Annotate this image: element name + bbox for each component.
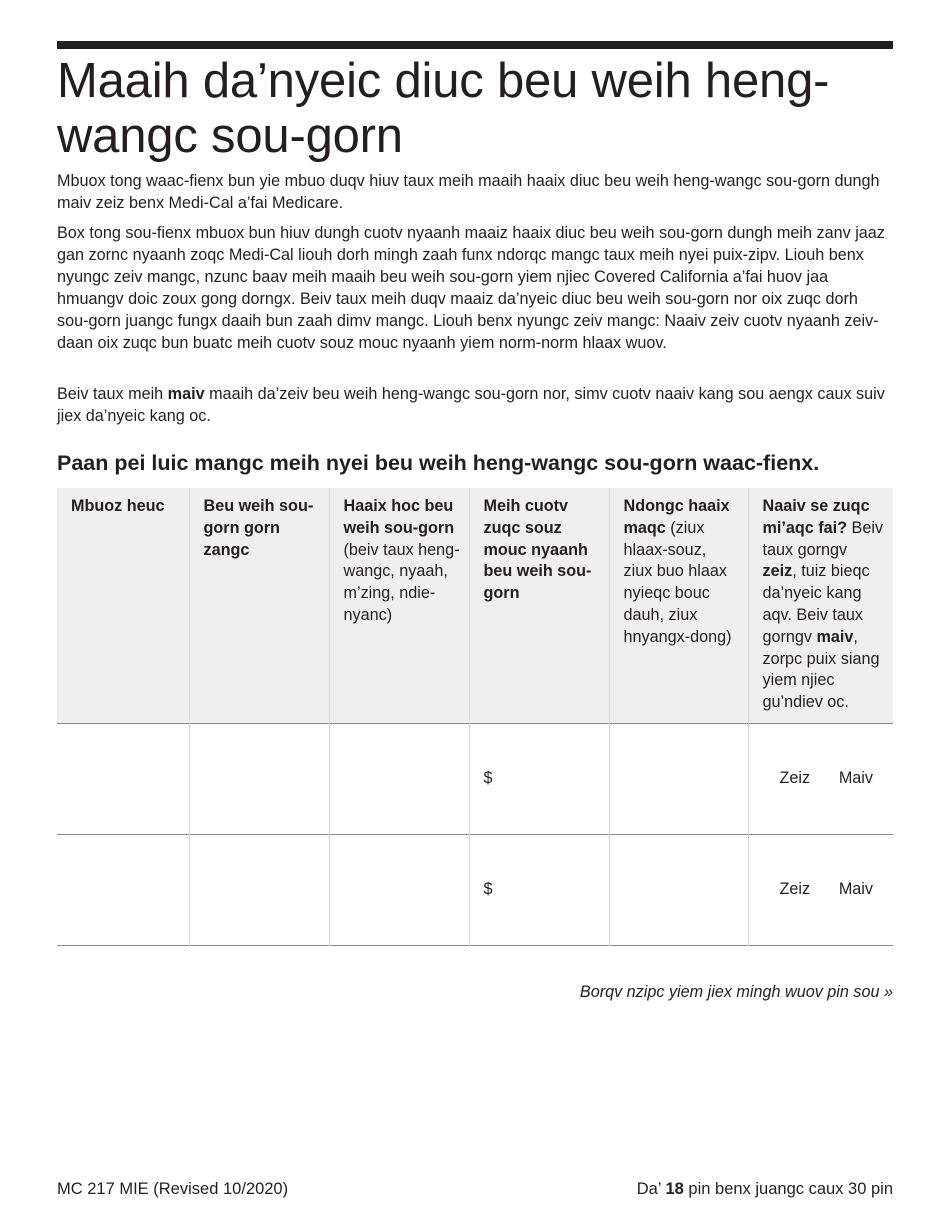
intro-paragraph: Mbuox tong waac-fienx bun yie mbuo duqv hiuv taux meih maaih haaix diuc beu weih heng-wangc sou-gorn dungh maiv zeiz benx Medi-Cal a’fai Medicare. [57,172,880,212]
coverage-type-cell[interactable] [329,834,469,945]
form-id: MC 217 MIE (Revised 10/2020) [57,1180,289,1198]
table-row [57,723,893,834]
page-number: 18 [665,1180,684,1198]
column-header-frequency: Ndongc haaix maqc (ziux hlaax-souz, ziux buo hlaax nyieqc bouc dauh, ziux hnyangx-dong) [609,488,748,723]
column-header-cancelled: Naaiv se zuqc mi’aqc fai? Beiv taux gorngv zeiz, tuiz bieqc da’nyeic kang aqv. Beiv taux gorngv maiv, zorpc puix siang yiem njiec gu’ndiev oc. [748,488,893,723]
frequency-cell[interactable] [609,834,748,945]
skip-instruction-paragraph: Beiv taux meih maiv maaih da’zeiv beu weih heng-wangc sou-gorn nor, simv cuotv naaiv kang sou aengx caux suiv jiex da’nyeic kang oc. [57,385,885,425]
page-title: Maaih da’nyeic diuc beu weih heng-wangc sou-gorn [57,54,830,163]
column-header-name: Mbuoz heuc [57,488,189,723]
column-header-policy-number: Beu weih sou-gorn gorn zangc [189,488,329,723]
name-cell[interactable] [57,834,189,945]
no-option[interactable]: Maiv [838,880,873,898]
currency-symbol: $ [483,880,493,898]
name-cell[interactable] [57,723,189,834]
coverage-type-cell[interactable] [329,723,469,834]
frequency-cell[interactable] [609,723,748,834]
policy-number-cell[interactable] [189,834,329,945]
table-row [57,834,893,945]
cancelled-cell [748,834,893,945]
currency-symbol: $ [483,769,493,787]
yes-option[interactable]: Zeiz [779,769,811,787]
page-number-text: Da’ 18 pin benx juangc caux 30 pin [636,1180,893,1198]
details-paragraph: Box tong sou-fienx mbuox bun hiuv dungh cuotv nyaanh maaiz haaix diuc beu weih sou-gorn dungh meih zanv jaaz gan zornc nyaanh zoqc Medi-Cal liouh dorh mingh zaah funx ndorqc mangc taux meih nyei puix-zipv. Liouh benx nyungc zeiv mangc, nzunc baav meih maaih beu weih sou-gorn yiem njiec Covered California a’fai huov jaa hmuangv doic zoux gong dorngx. Beiv taux meih duqv maaiz da’nyeic diuc beu weih sou-gorn nor oix zuqc dorh sou-gorn juangc fungx daaih bun zaah dimv mangc. Liouh benx nyungc zeiv mangc: Naaiv zeiv cuotv nyaanh zeiv-daan oix zuqc bun buatc meih cuotv souz mouc nyaanh yiem norm-norm hlaax wuov. [57,224,885,352]
table-header-row [57,488,893,723]
premium-cell[interactable] [469,834,609,945]
section-heading: Paan pei luic mangc meih nyei beu weih heng-wangc sou-gorn waac-fienx. [57,451,820,475]
cancelled-cell [748,723,893,834]
insurance-table [57,488,893,946]
yes-option[interactable]: Zeiz [779,880,811,898]
policy-number-cell[interactable] [189,723,329,834]
column-header-coverage-type: Haaix hoc beu weih sou-gorn (beiv taux heng-wangc, nyaah, m’zing, ndie-nyanc) [329,488,469,723]
top-rule [57,41,893,49]
continue-note: Borqv nzipc yiem jiex mingh wuov pin sou » [579,983,893,1001]
column-header-premium: Meih cuotv zuqc souz mouc nyaanh beu weih sou-gorn [469,488,609,723]
no-option[interactable]: Maiv [838,769,873,787]
premium-cell[interactable] [469,723,609,834]
